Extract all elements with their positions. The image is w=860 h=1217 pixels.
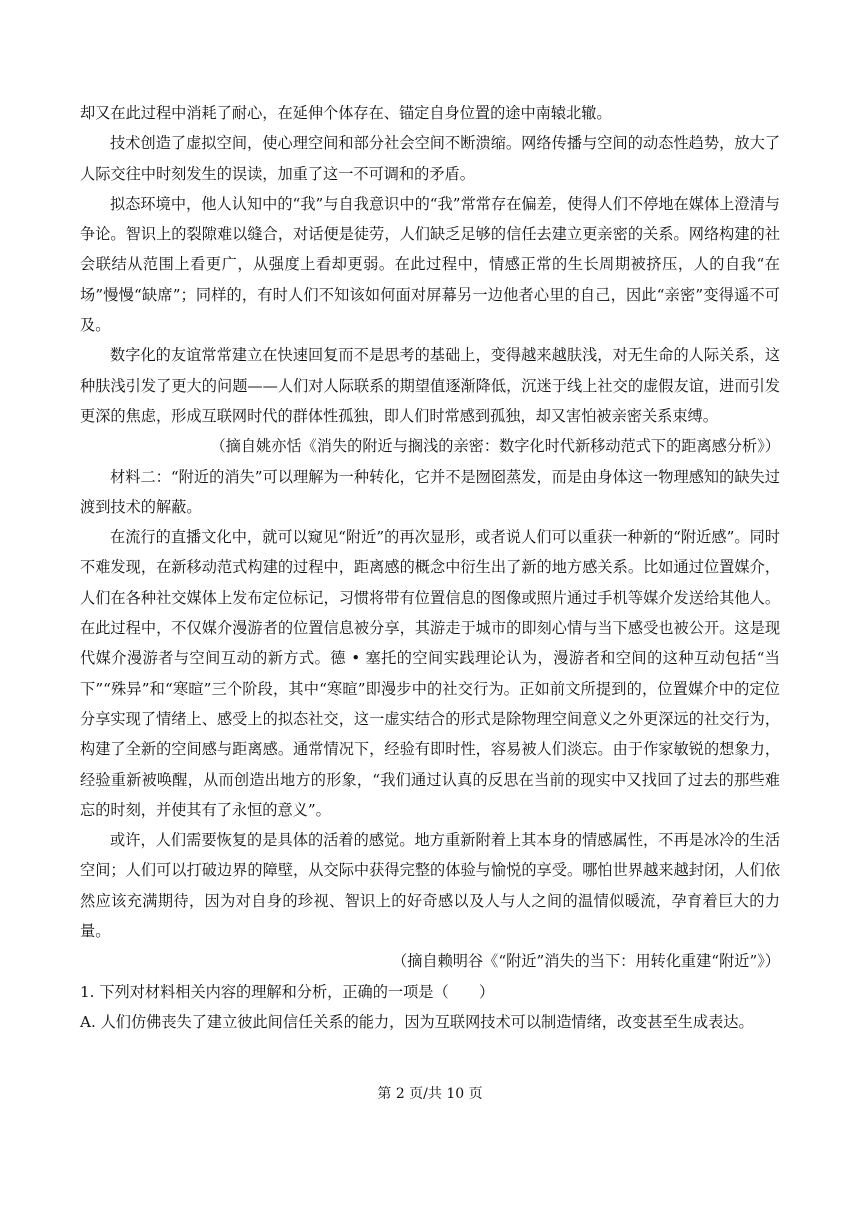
page-number: 第 2 页/共 10 页 xyxy=(377,1086,483,1102)
paragraph-material-two: 材料二：“附近的消失”可以理解为一种转化，它并不是囫囵蒸发，而是由身体这一物理感知的缺失过渡到技术的解蔽。 xyxy=(80,467,780,516)
paragraph-restore-feeling: 或许，人们需要恢复的是具体的活着的感觉。地方重新附着上其本身的情感属性，不再是冰冷的生活空间；人们可以打破边界的障壁，从交际中获得完整的体验与愉悦的享受。哪怕世界越来越封闭，人们依然应该充满期待，因为对自身的珍视、智识上的好奇感以及人与人之间的温情似暖流，孕育着巨大的力量。 xyxy=(80,831,780,941)
paragraph-live-streaming: 在流行的直播文化中，就可以窥见“附近”的再次显形，或者说人们可以重获一种新的“附近感”。同时不难发现，在新移动范式构建的过程中，距离感的概念中衍生出了新的地方感关系。比如通过位置媒介，人们在各种社交媒体上发布定位标记，习惯将带有位置信息的图像或照片通过手机等媒介发送给其他人。在此过程中，不仅媒介漫游者的位置信息被分享，其游走于城市的即刻心情与当下感受也被公开。这是现代媒介漫游者与空间互动的新方式。德 • 塞托的空间实践理论认为，漫游者和空间的这种互动包括“当下”“殊异”和“寒暄”三个阶段，其中“寒暄”即漫步中的社交行为。正如前文所提到的，位置媒介中的定位分享实现了情绪上、感受上的拟态社交，这一虚实结合的形式是除物理空间意义之外更深远的社交行为，构建了全新的空间感与距离感。通常情况下，经验有即时性，容易被人们淡忘。由于作家敏锐的想象力，经验重新被唤醒，从而创造出地方的形象，“我们通过认真的反思在当前的现实中又找回了过去的那些难忘的时刻，并使其有了永恒的意义”。 xyxy=(80,528,780,819)
question-stem: 1. 下列对材料相关内容的理解和分析，正确的一项是（ ） xyxy=(80,982,495,1001)
source-citation-2: （摘自赖明谷《“附近”消失的当下：用转化重建“附近”》） xyxy=(392,952,780,971)
source-citation-1: （摘自姚亦恬《消失的附近与搁浅的亲密：数字化时代新移动范式下的距离感分析》） xyxy=(210,437,780,456)
paragraph-virtual-space: 技术创造了虚拟空间，使心理空间和部分社会空间不断溃缩。网络传播与空间的动态性趋势，放大了人际交往中时刻发生的误读，加重了这一不可调和的矛盾。 xyxy=(80,134,780,183)
question-option-a: A. 人们仿佛丧失了建立彼此间信任关系的能力，因为互联网技术可以制造情绪，改变甚至生成表达。 xyxy=(80,1012,754,1031)
document-body xyxy=(80,98,780,1037)
paragraph-continuation: 却又在此过程中消耗了耐心，在延伸个体存在、锚定自身位置的途中南辕北辙。 xyxy=(80,104,612,122)
paragraph-digital-friendship: 数字化的友谊常常建立在快速回复而不是思考的基础上，变得越来越肤浅，对无生命的人际关系，这种肤浅引发了更大的问题——人们对人际联系的期望值逐渐降低，沉迷于线上社交的虚假友谊，进而引发更深的焦虑，形成互联网时代的群体性孤独，即人们时常感到孤独，却又害怕被亲密关系束缚。 xyxy=(80,346,780,425)
paragraph-mimetic-environment: 拟态环境中，他人认知中的“我”与自我意识中的“我”常常存在偏差，使得人们不停地在媒体上澄清与争论。智识上的裂隙难以缝合，对话便是徒劳，人们缺乏足够的信任去建立更亲密的关系。网络构建的社会联结从范围上看更广，从强度上看却更弱。在此过程中，情感正常的生长周期被挤压，人的自我“在场”慢慢“缺席”；同样的，有时人们不知该如何面对屏幕另一边他者心里的自己，因此“亲密”变得遥不可及。 xyxy=(80,194,780,335)
